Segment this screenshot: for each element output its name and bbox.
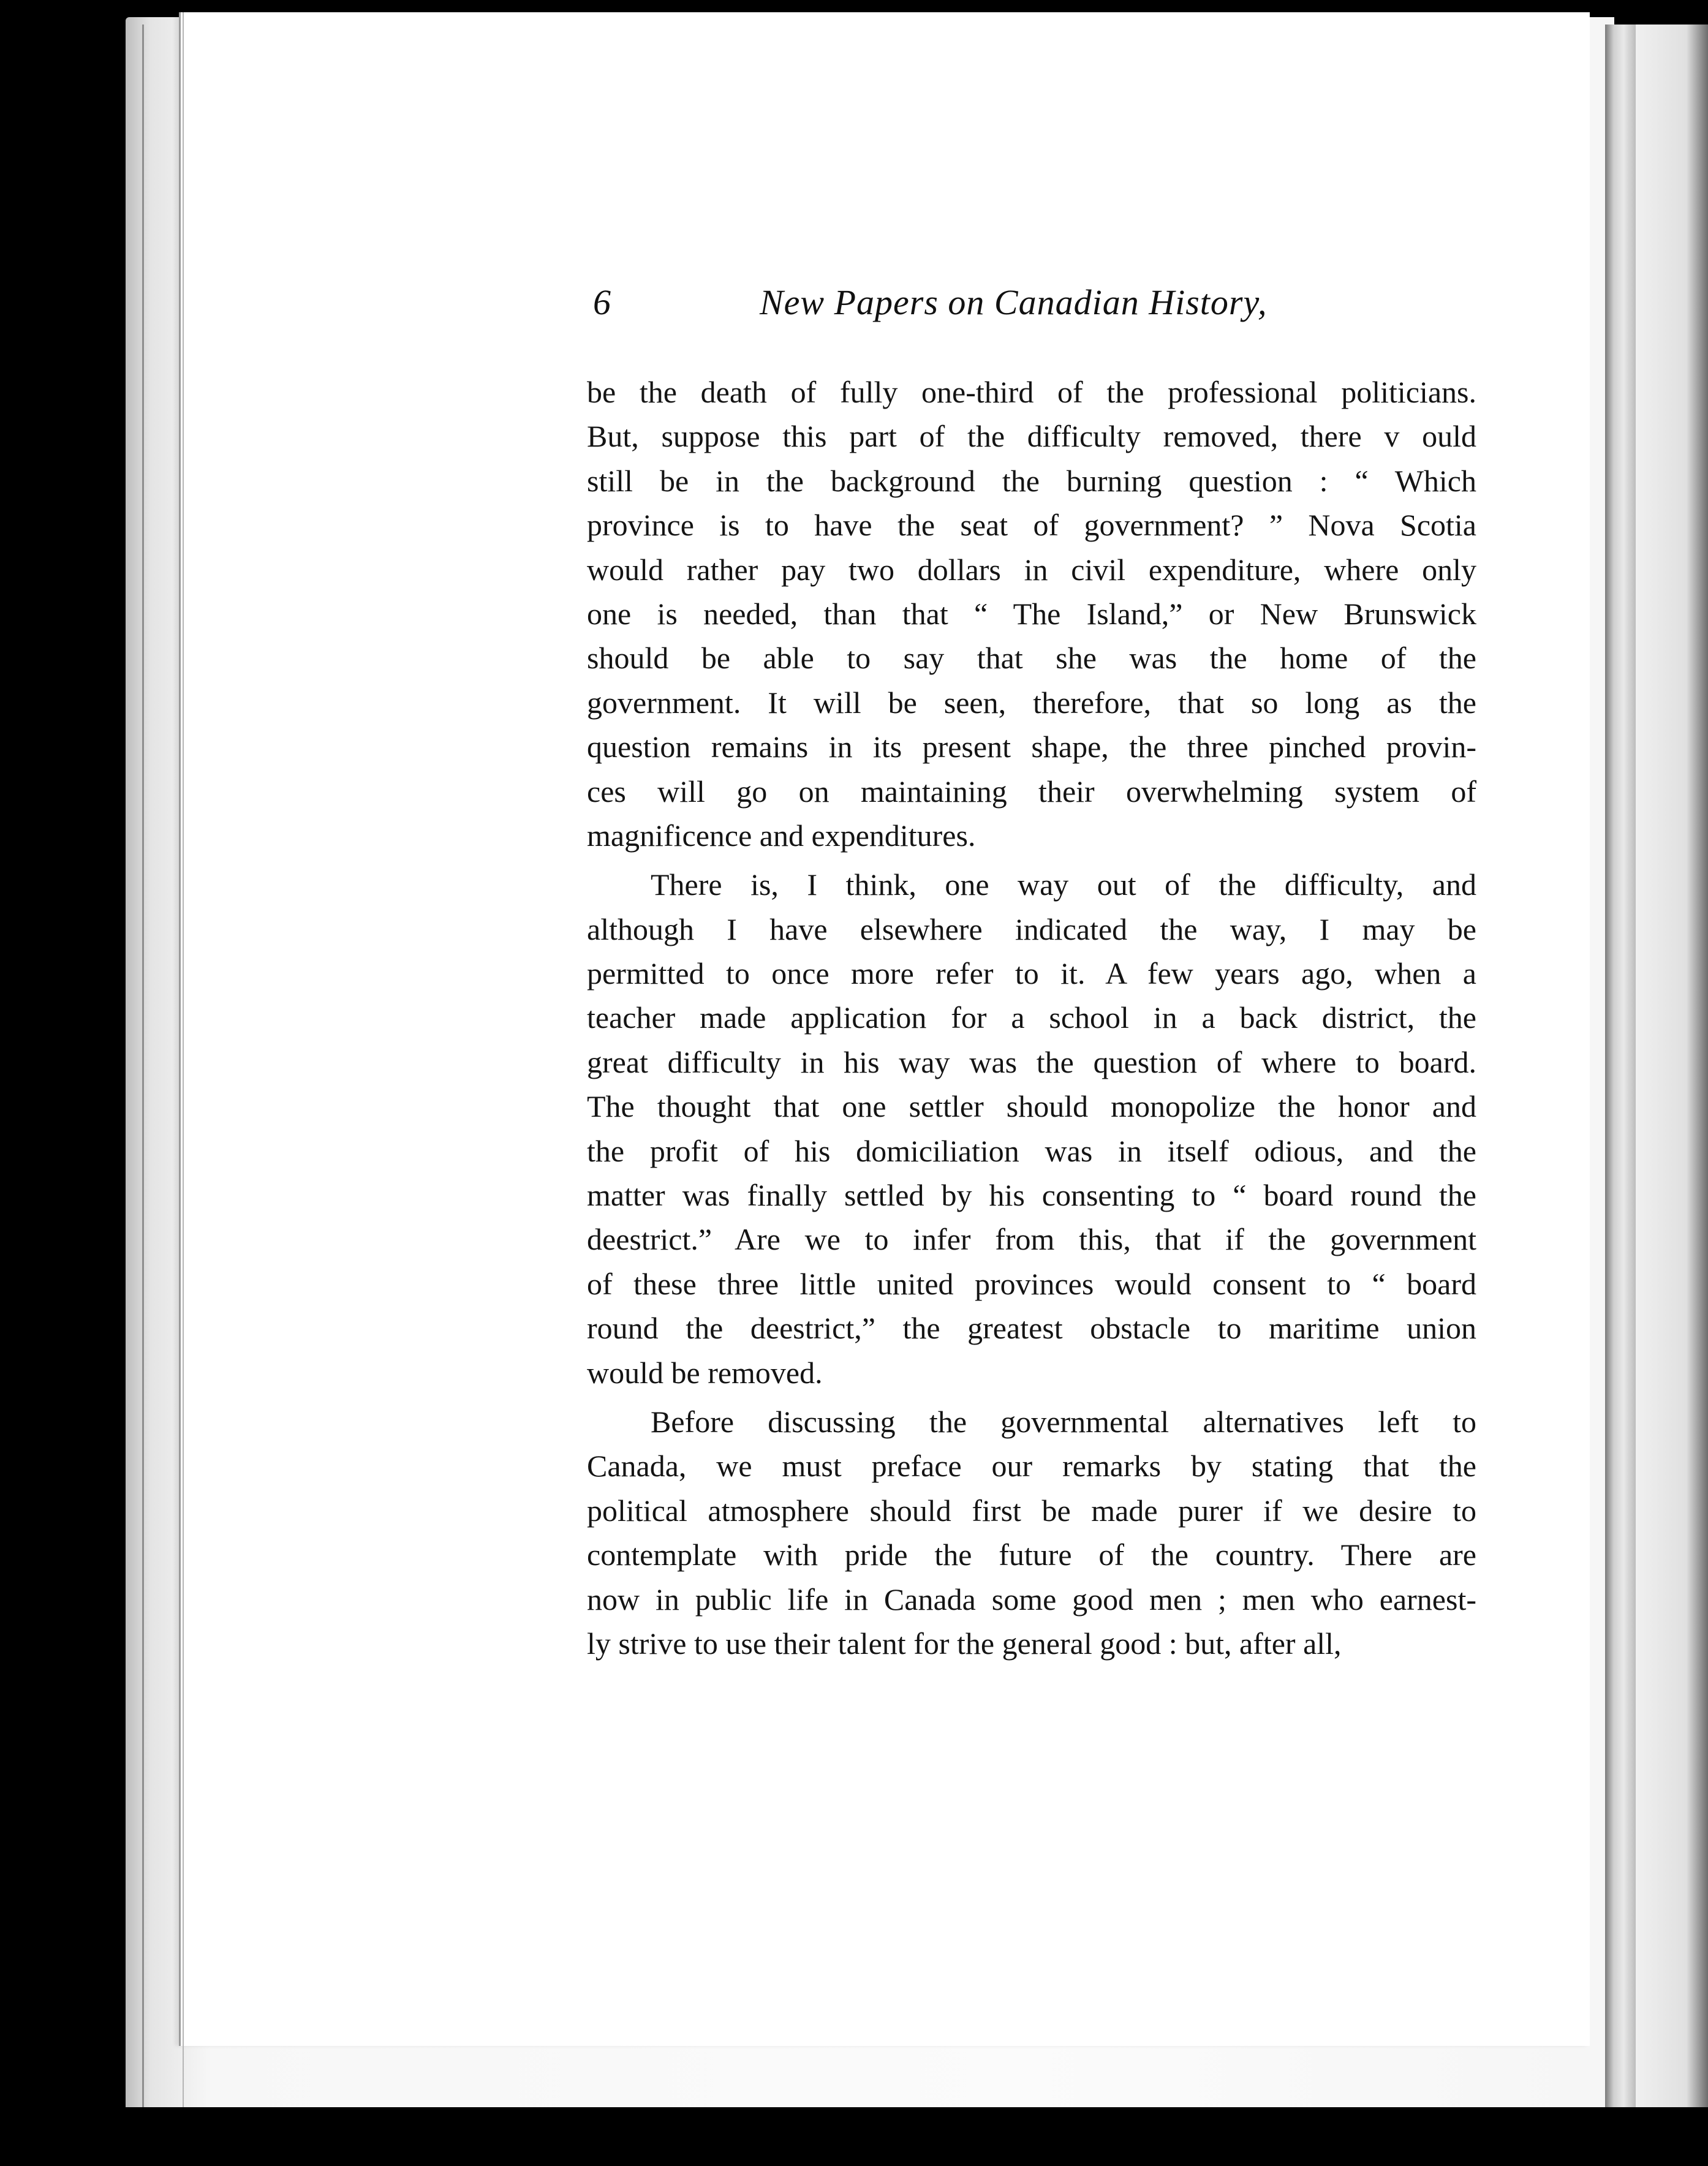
text-line: deestrict.” Are we to infer from this, that if the government — [587, 1222, 1476, 1257]
text-line: still be in the background the burning question : “ Which — [587, 463, 1476, 498]
text-line: would rather pay two dollars in civil expenditure, where only — [587, 552, 1476, 587]
leaf-edge-line — [183, 12, 184, 2107]
text-line: There is, I think, one way out of the difficulty, and — [651, 867, 1476, 902]
right-gutter-strip — [1636, 25, 1708, 2119]
text-line: Before discussing the governmental alternatives left to — [651, 1404, 1476, 1439]
text-line: contemplate with pride the future of the country. There are — [587, 1538, 1476, 1572]
body-text — [587, 370, 1476, 1666]
paragraph — [587, 370, 1476, 858]
right-gutter-shadow — [1605, 25, 1636, 2119]
text-line: should be able to say that she was the home of the — [587, 641, 1476, 676]
text-line: teacher made application for a school in a back district, the — [587, 1000, 1476, 1035]
text-line: now in public life in Canada some good men ; men who earnest- — [587, 1582, 1476, 1617]
page-edge-line — [142, 25, 144, 2107]
paragraph-gap — [587, 1395, 1476, 1400]
paragraph — [587, 862, 1476, 1395]
text-line: great difficulty in his way was the question of where to board. — [587, 1044, 1476, 1079]
paragraph-gap — [587, 858, 1476, 862]
bottom-scan-border — [126, 2107, 1708, 2166]
text-line: one is needed, than that “ The Island,” or New Brunswick — [587, 596, 1476, 631]
text-line: matter was finally settled by his consenting to “ board round the — [587, 1178, 1476, 1213]
text-line: government. It will be seen, therefore, that so long as the — [587, 685, 1476, 720]
text-line: be the death of fully one-third of the professional politicians. — [587, 375, 1476, 409]
text-line: would be removed. — [587, 1355, 823, 1390]
text-line: of these three little united provinces would consent to “ board — [587, 1266, 1476, 1301]
text-line: magnificence and expenditures. — [587, 818, 976, 853]
page-header — [588, 282, 1360, 331]
text-line: ly strive to use their talent for the general good : but, after all, — [587, 1626, 1342, 1661]
text-line: although I have elsewhere indicated the way, I may be — [587, 911, 1476, 946]
text-line: permitted to once more refer to it. A few years ago, when a — [587, 956, 1476, 991]
paragraph — [587, 1400, 1476, 1666]
running-title: New Papers on Canadian History, — [760, 282, 1268, 322]
text-line: But, suppose this part of the difficulty removed, there v ould — [587, 419, 1476, 454]
text-line: the profit of his domiciliation was in itself odious, and the — [587, 1133, 1476, 1168]
text-line: The thought that one settler should monopolize the honor and — [587, 1089, 1476, 1124]
text-line: round the deestrict,” the greatest obstacle to maritime union — [587, 1311, 1476, 1346]
page-number: 6 — [593, 282, 611, 322]
text-line: ces will go on maintaining their overwhelming system of — [587, 774, 1476, 809]
text-line: Canada, we must preface our remarks by stating that the — [587, 1449, 1476, 1484]
text-line: province is to have the seat of government? ” Nova Scotia — [587, 508, 1476, 543]
text-line: question remains in its present shape, the three pinched provin- — [587, 730, 1476, 764]
text-line: political atmosphere should first be made purer if we desire to — [587, 1493, 1476, 1528]
